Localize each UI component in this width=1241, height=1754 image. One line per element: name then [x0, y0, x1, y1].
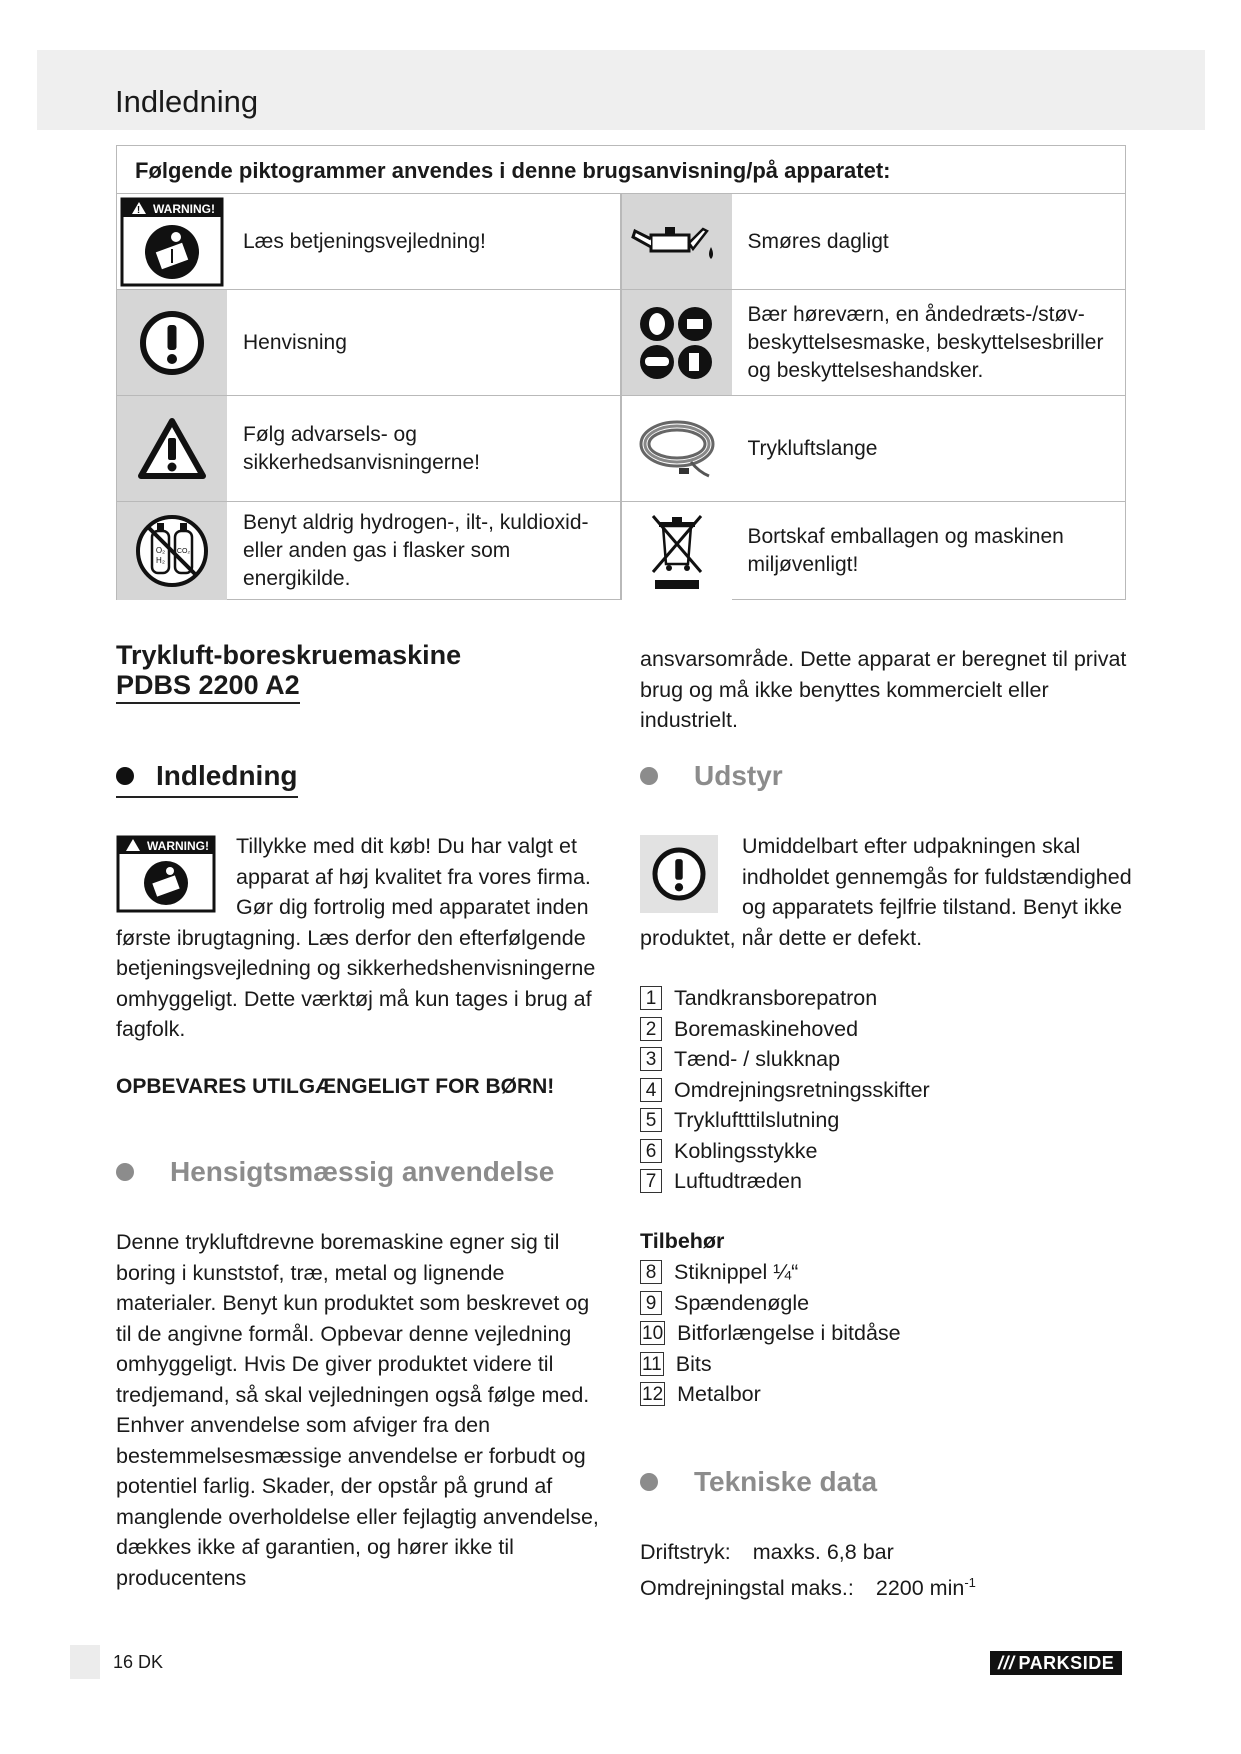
list-item: 10 Bitforlængelse i bitdåse [642, 1321, 901, 1345]
pictogram-text: Trykluftslange [747, 436, 878, 460]
air-hose-icon [621, 396, 732, 501]
list-item: 3 Tænd- / slukknap [640, 1044, 930, 1075]
exclamation-circle-icon [117, 290, 227, 395]
pictogram-row [117, 290, 1125, 396]
pictogram-row [117, 194, 1125, 290]
oil-can-icon [621, 194, 732, 289]
intro-text: Tillykke med dit køb! Du har valgt et apparat af høj kvalitet fra vores firma. Gør dig fortrolig med apparatet inden første ibrugtagning. Læs derfor den efterfølgende betjeningsvejledning og sikkerhedshenvisningerne omhyggeligt. Dette værktøj må kun tages i brug af fagfolk. [116, 834, 596, 1041]
list-item: 8 Stiknippel ¼“ [640, 1257, 901, 1288]
section-heading-text: Tekniske data [694, 1466, 878, 1497]
svg-text:O₂: O₂ [155, 546, 166, 555]
product-name: Trykluft-boreskruemaskine [116, 640, 462, 670]
svg-text:H₂: H₂ [156, 556, 165, 565]
section-heading-udstyr [640, 760, 783, 792]
list-item: 9 Spændenøgle [640, 1288, 901, 1319]
section-heading-indledning [116, 760, 298, 798]
pictogram-text: Følg advarsels- og sikkerhedsanvisningerne! [227, 396, 621, 501]
list-item: 7 Luftudtræden [640, 1166, 930, 1197]
children-warning: OPBEVARES UTILGÆNGELIGT FOR BØRN! [116, 1075, 555, 1098]
section-heading-text: Udstyr [694, 760, 783, 791]
pictogram-text: Benyt aldrig hydrogen-, ilt-, kuldioxid- eller anden gas i flasker som energikilde. [227, 502, 621, 600]
brand-logo: /// PARKSIDE [990, 1651, 1122, 1675]
section-heading-tekniske-data [640, 1466, 877, 1498]
warning-label: WARNING! [153, 201, 215, 216]
equipment-text: Umiddelbart efter udpakningen skal indholdet gennemgås for fuldstændighed og apparatets fejlfrie tilstand. Benyt ikke produktet, når dette er defekt. [640, 834, 1132, 950]
list-item: 2 Boremaskinehoved [640, 1014, 930, 1045]
pictogram-text: Henvisning [227, 290, 621, 395]
product-title [116, 640, 461, 704]
bullet-icon [116, 767, 134, 785]
list-item: 4 Omdrejningsretningsskifter [640, 1075, 930, 1106]
pictogram-table-heading: Følgende piktogrammer anvendes i denne brugsanvisning/på apparatet: [117, 146, 1125, 194]
bullet-icon [640, 767, 658, 785]
page-title: Indledning [115, 84, 259, 119]
product-model: PDBS 2200 A2 [116, 670, 300, 704]
list-item: 11 Bits [642, 1351, 712, 1376]
footer-marker [70, 1645, 100, 1679]
parts-list [640, 983, 930, 1197]
tech-row-pressure: Driftstryk: maxks. 6,8 bar [640, 1540, 894, 1564]
accessories-heading: Tilbehør [640, 1229, 725, 1253]
pictogram-row [117, 502, 1125, 600]
warning-read-manual-icon [117, 194, 227, 289]
svg-text:!: ! [136, 204, 141, 216]
exclamation-circle-icon [640, 835, 718, 913]
list-item: 5 Trykluftttilslutning [640, 1105, 930, 1136]
page-number: 16 DK [113, 1652, 164, 1672]
warning-read-manual-icon [116, 835, 222, 915]
pictogram-text: Smøres dagligt [747, 229, 889, 253]
accessories-list [640, 1257, 901, 1410]
pictogram-table [116, 145, 1126, 600]
gas-bottles-prohibited-icon [117, 502, 227, 600]
list-item: 1 Tandkransborepatron [640, 983, 930, 1014]
section-heading-text: Indledning [156, 760, 298, 791]
pictogram-text: Læs betjeningsvejledning! [227, 194, 621, 289]
section-heading-text: Hensigtsmæssig anvendelse [170, 1156, 555, 1187]
crossed-bin-icon [621, 502, 732, 600]
pictogram-text: Bortskaf emballagen og maskinen miljøvenligt! [747, 525, 1064, 576]
tech-row-speed: Omdrejningstal maks.: 2200 $\min^{-1}$ [640, 1574, 976, 1600]
use-continuation: ansvarsområde. Dette apparat er beregnet til privat brug og må ikke benyttes kommercielt eller industrielt. [640, 647, 1127, 732]
list-item: 12 Metalbor [642, 1382, 761, 1406]
section-heading-anvendelse [116, 1156, 554, 1188]
use-paragraph: Denne trykluftdrevne boremaskine egner sig til boring i kunststof, træ, metal og lignende materialer. Benyt kun produktet som beskrevet og til de angivne formål. Opbevar denne vejledning omhyggeligt. Hvis De giver produktet videre til tredjemand, så skal vejledningen også følge med. Enhver anvendelse som afviger fra den bestemmelsesmæssige anvendelse er forbudt og potentiel farlig. Skader, der opstår på grund af manglende overholdelse eller fejlagtig anvendelse, dækkes ikke af garantien, og hører ikke til producentens [116, 1230, 599, 1590]
svg-text:WARNING!: WARNING! [147, 839, 209, 853]
bullet-icon [640, 1473, 658, 1491]
protective-equipment-icon [621, 290, 732, 395]
tech-data [640, 1537, 976, 1603]
svg-text:CO₂: CO₂ [176, 548, 191, 555]
pictogram-row [117, 396, 1125, 502]
bullet-icon [116, 1163, 134, 1181]
intro-paragraph [116, 831, 604, 1045]
warning-triangle-icon [117, 396, 227, 501]
equipment-paragraph [640, 831, 1140, 953]
pictogram-text: Bær høreværn, en åndedræts-/støv-beskyttelsesmaske, beskyttelsesbriller og beskyttelseshandsker. [747, 302, 1104, 382]
list-item: 6 Koblingsstykke [640, 1136, 930, 1167]
